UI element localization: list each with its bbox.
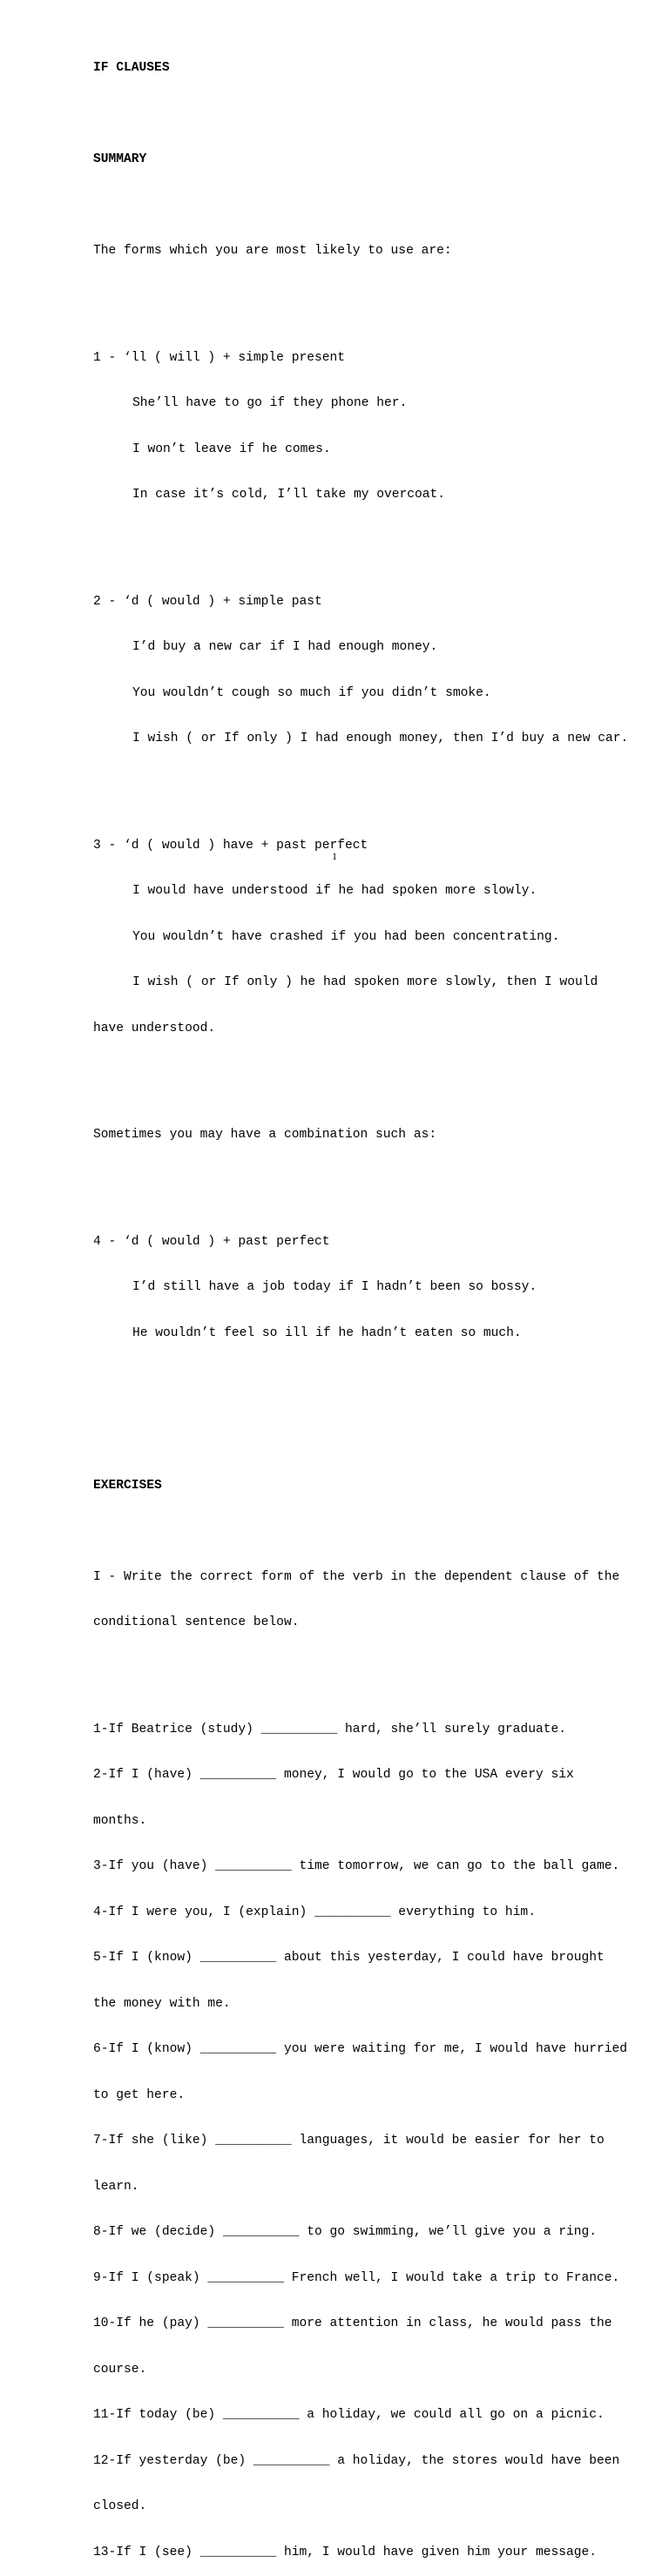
form-4-example: I’d still have a job today if I hadn’t been so bossy. [132, 1280, 537, 1294]
exercise-line: closed. [93, 2499, 147, 2513]
exercise-line: 9-If I (speak) __________ French well, I would take a trip to France. [93, 2270, 620, 2285]
exercise-line: 2-If I (have) __________ money, I would go to the USA every six [93, 1768, 574, 1782]
page-number: 1 [332, 850, 337, 862]
intro-text: The forms which you are most likely to use are: [93, 244, 452, 258]
exercise-line: 11-If today (be) __________ a holiday, we could all go on a picnic. [93, 2408, 605, 2422]
exercise-line: course. [93, 2362, 147, 2377]
form-3-heading: 3 - ‘d ( would ) have + past perfect [93, 838, 368, 853]
exercise-line: learn. [93, 2179, 139, 2194]
exercise-line: 8-If we (decide) __________ to go swimming, we’ll give you a ring. [93, 2225, 598, 2239]
exercise-line: 1-If Beatrice (study) __________ hard, she’ll surely graduate. [93, 1722, 566, 1736]
exercise-line: 4-If I were you, I (explain) __________ everything to him. [93, 1905, 536, 1919]
form-1-example: In case it’s cold, I’ll take my overcoat. [132, 488, 446, 502]
form-4-example: He wouldn’t feel so ill if he hadn’t eaten so much. [132, 1325, 522, 1340]
exercise-line: the money with me. [93, 1996, 231, 2011]
exercise-line: to get here. [93, 2087, 186, 2102]
form-1-example: I won’t leave if he comes. [132, 442, 331, 456]
exercises-heading: EXERCISES [93, 1478, 162, 1493]
exercise-line: 5-If I (know) __________ about this yesterday, I could have brought [93, 1951, 605, 1965]
exercise-instruction: I - Write the correct form of the verb in the dependent clause of the [93, 1569, 620, 1584]
form-1-example: She’ll have to go if they phone her. [132, 396, 408, 410]
exercise-line: 13-If I (see) __________ him, I would have given him your message. [93, 2545, 598, 2559]
form-2-example: I’d buy a new car if I had enough money. [132, 640, 438, 654]
document-title: IF CLAUSES [93, 61, 170, 75]
summary-heading: SUMMARY [93, 152, 147, 166]
exercise-line: 10-If he (pay) __________ more attention in class, he would pass the [93, 2316, 612, 2330]
exercise-instruction: conditional sentence below. [93, 1615, 300, 1629]
form-4-heading: 4 - ‘d ( would ) + past perfect [93, 1234, 330, 1249]
form-3-continuation: have understood. [93, 1021, 216, 1035]
form-2-heading: 2 - ‘d ( would ) + simple past [93, 594, 322, 609]
form-1-heading: 1 - ‘ll ( will ) + simple present [93, 350, 346, 365]
exercise-line: 12-If yesterday (be) __________ a holiday, the stores would have been [93, 2453, 620, 2468]
form-3-example: I wish ( or If only ) he had spoken more slowly, then I would [132, 975, 598, 989]
exercise-line: months. [93, 1813, 147, 1828]
exercise-line: 7-If she (like) __________ languages, it would be easier for her to [93, 2134, 605, 2148]
exercise-line: 3-If you (have) __________ time tomorrow, we can go to the ball game. [93, 1859, 620, 1873]
form-2-example: I wish ( or If only ) I had enough money, then I’d buy a new car. [132, 732, 629, 745]
form-3-example: You wouldn’t have crashed if you had been concentrating. [132, 929, 560, 944]
document-page [93, 30, 651, 2576]
form-2-example: You wouldn’t cough so much if you didn’t smoke. [132, 685, 491, 700]
form-3-example: I would have understood if he had spoken more slowly. [132, 884, 537, 898]
combination-intro: Sometimes you may have a combination such as: [93, 1128, 437, 1142]
exercise-line: 6-If I (know) __________ you were waiting for me, I would have hurried [93, 2042, 628, 2056]
